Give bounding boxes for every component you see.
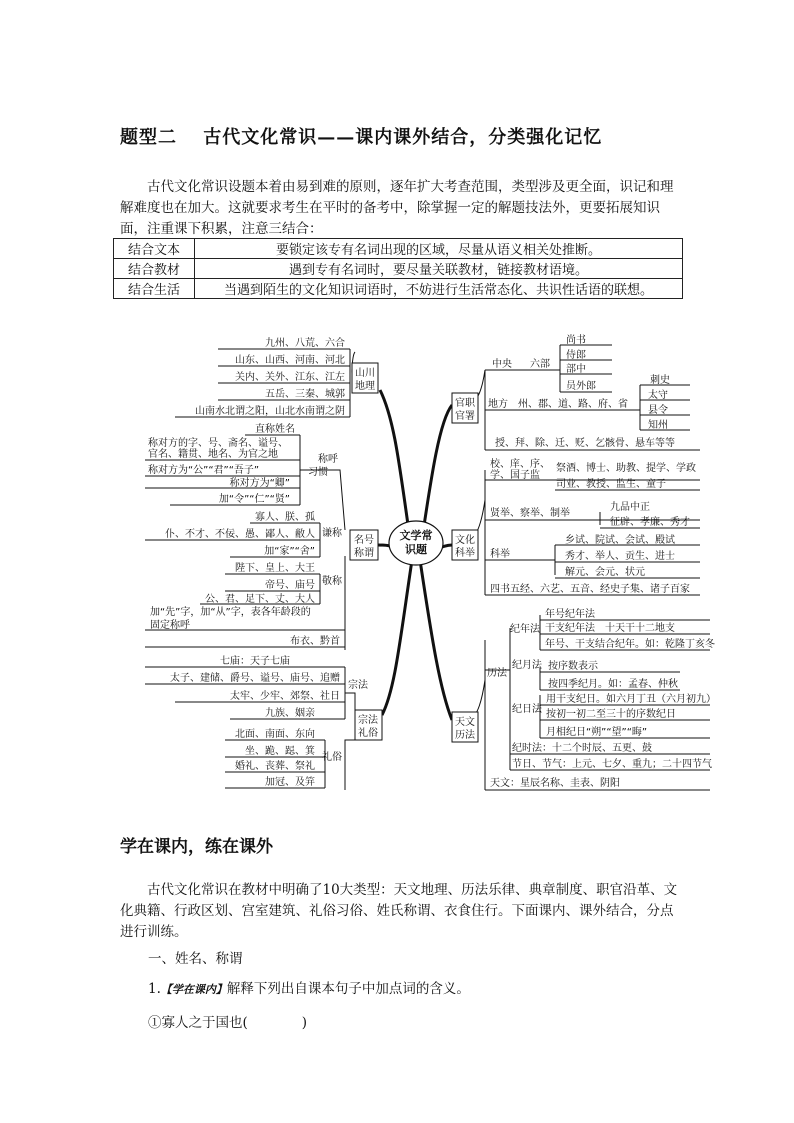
- svg-text:宗法: 宗法: [348, 680, 368, 691]
- name-habit: [148, 422, 338, 505]
- svg-text:部中: 部中: [566, 364, 586, 375]
- table-row: 结合文本 要锁定该专有名词出现的区域，尽量从语义相关处推断。: [114, 239, 683, 259]
- branch-astro: [452, 712, 478, 742]
- svg-text:纪年法: 纪年法: [510, 624, 540, 635]
- svg-text:官署: 官署: [455, 411, 475, 422]
- svg-text:州、郡、道、路、府、省: 州、郡、道、路、府、省: [518, 399, 628, 410]
- svg-text:坐、跪、跽、箕: 坐、跪、跽、箕: [245, 746, 315, 757]
- svg-text:六部: 六部: [530, 359, 550, 370]
- svg-text:九州、八荒、六合: 九州、八荒、六合: [265, 338, 345, 349]
- page-title: 题型二 古代文化常识——课内课外结合，分类强化记忆: [120, 127, 603, 148]
- svg-text:纪日法: 纪日法: [512, 704, 542, 715]
- svg-text:加冠、及笄: 加冠、及笄: [265, 777, 315, 788]
- svg-text:中央: 中央: [492, 359, 512, 370]
- intro-paragraph: 古代文化常识设题本着由易到难的原则，逐年扩大考查范围，类型涉及更全面，识记和理解难度也在加大。这就要求考生在平时的备考中，除掌握一定的解题技法外，更要拓展知识面，注重课下积累，注意三结合：: [120, 179, 674, 237]
- svg-text:帝号、庙号: 帝号、庙号: [265, 580, 315, 591]
- svg-text:五岳、三秦、城郭: 五岳、三秦、城郭: [265, 389, 345, 400]
- question-item: ①寡人之于国也( ): [148, 1015, 308, 1031]
- svg-text:节日、节气：上元、七夕、重九；二十四节气: 节日、节气：上元、七夕、重九；二十四节气: [512, 759, 712, 770]
- svg-text:贤举、察举、制举: 贤举、察举、制举: [490, 508, 570, 519]
- table-row: 结合教材 遇到专有名词时，要尽量关联教材，链接教材语境。: [114, 259, 683, 279]
- svg-text:校、庠、序、: 校、庠、序、: [490, 459, 550, 470]
- svg-text:仆、不才、不佞、愚、鄙人、敝人: 仆、不才、不佞、愚、鄙人、敝人: [165, 529, 315, 540]
- svg-text:婚礼、丧葬、祭礼: 婚礼、丧葬、祭礼: [235, 761, 315, 772]
- svg-text:九品中正: 九品中正: [610, 502, 650, 513]
- svg-text:称对方的字、号、斋名、谥号、: 称对方的字、号、斋名、谥号、: [148, 438, 288, 449]
- svg-text:授、拜、除、迁、贬、乞骸骨、悬车等等: 授、拜、除、迁、贬、乞骸骨、悬车等等: [495, 438, 675, 449]
- svg-text:太牢、少牢、郊祭、社日: 太牢、少牢、郊祭、社日: [230, 691, 340, 702]
- branch-clan: [355, 710, 382, 740]
- svg-text:历法: 历法: [455, 730, 475, 741]
- svg-text:学、国子监: 学、国子监: [490, 470, 540, 481]
- svg-text:山东、山西、河南、河北: 山东、山西、河南、河北: [235, 355, 345, 366]
- branch-edu: [452, 530, 478, 560]
- svg-text:布衣、黔首: 布衣、黔首: [290, 636, 340, 647]
- svg-text:文化: 文化: [455, 535, 475, 546]
- edu-leaves: [490, 457, 696, 595]
- clan-zongfa: [170, 654, 369, 719]
- section-title: 学在课内，练在课外: [120, 837, 273, 857]
- question-tag: 【学在课内】: [160, 983, 227, 996]
- svg-text:月相纪日“朔”“望”“晦”: 月相纪日“朔”“望”“晦”: [546, 727, 648, 738]
- svg-text:宗法: 宗法: [358, 715, 378, 726]
- svg-text:礼俗: 礼俗: [322, 752, 342, 763]
- svg-text:固定称呼: 固定称呼: [150, 620, 190, 631]
- svg-text:官名、籍贯、地名、为官之地: 官名、籍贯、地名、为官之地: [148, 449, 278, 460]
- branch-geo: [352, 363, 378, 393]
- svg-text:按初一初二至三十的序数纪日: 按初一初二至三十的序数纪日: [546, 709, 676, 720]
- svg-text:公、君、足下、丈、大人: 公、君、足下、丈、大人: [205, 594, 315, 605]
- svg-text:天文：星辰名称、圭表、阴阳: 天文：星辰名称、圭表、阴阳: [490, 778, 620, 789]
- svg-text:称对方为“卿”: 称对方为“卿”: [229, 478, 290, 489]
- svg-text:加“令”“仁”“贤”: 加“令”“仁”“贤”: [218, 494, 290, 505]
- svg-text:员外郎: 员外郎: [566, 381, 596, 392]
- svg-text:七庙：天子七庙: 七庙：天子七庙: [220, 656, 290, 667]
- svg-text:乡试、院试、会试、殿试: 乡试、院试、会试、殿试: [565, 535, 675, 546]
- svg-text:加“先”字，加“从”字，表各年龄段的: 加“先”字，加“从”字，表各年龄段的: [150, 607, 311, 618]
- svg-text:解元、会元、状元: 解元、会元、状元: [565, 567, 645, 578]
- svg-text:祭酒、博士、助教、提学、学政: 祭酒、博士、助教、提学、学政: [556, 463, 696, 474]
- svg-text:礼俗: 礼俗: [358, 728, 378, 739]
- svg-text:刺史: 刺史: [650, 375, 670, 386]
- svg-text:按序数表示: 按序数表示: [548, 661, 598, 672]
- svg-text:侍郎: 侍郎: [566, 350, 586, 361]
- svg-text:县令: 县令: [648, 405, 668, 416]
- svg-text:科举: 科举: [455, 548, 475, 559]
- svg-text:识题: 识题: [405, 543, 427, 556]
- table-row: 结合生活 当遇到陌生的文化知识词语时，不妨进行生活常态化、共识性话语的联想。: [114, 279, 683, 299]
- svg-text:陛下、皇上、大王: 陛下、皇上、大王: [235, 563, 315, 574]
- branch-name: [350, 530, 378, 560]
- svg-text:山南水北谓之阳，山北水南谓之阴: 山南水北谓之阳，山北水南谓之阴: [195, 406, 345, 417]
- svg-text:历法: 历法: [487, 668, 507, 679]
- svg-text:文学常: 文学常: [399, 529, 433, 542]
- svg-text:尚书: 尚书: [566, 335, 586, 346]
- svg-text:科举: 科举: [490, 549, 510, 560]
- svg-text:地理: 地理: [355, 381, 375, 392]
- svg-text:司业、教授、监生、童子: 司业、教授、监生、童子: [556, 479, 666, 490]
- office-leaves: [488, 333, 675, 449]
- svg-text:称呼: 称呼: [318, 454, 338, 465]
- svg-text:九族、姻亲: 九族、姻亲: [265, 708, 315, 719]
- svg-text:秀才、举人、贡生、进士: 秀才、举人、贡生、进士: [565, 551, 675, 562]
- svg-text:太守: 太守: [648, 390, 668, 401]
- svg-text:直称姓名: 直称姓名: [255, 424, 295, 435]
- svg-text:四书五经、六艺、五音、经史子集、诸子百家: 四书五经、六艺、五音、经史子集、诸子百家: [490, 584, 690, 595]
- svg-text:征辟、孝廉、秀才: 征辟、孝廉、秀才: [610, 517, 690, 528]
- subsection-heading: 一、姓名、称谓: [148, 951, 243, 967]
- svg-text:名号: 名号: [354, 535, 374, 546]
- svg-text:北面、南面、东向: 北面、南面、东向: [235, 729, 315, 740]
- svg-text:敬称: 敬称: [322, 576, 342, 587]
- name-other: [150, 605, 340, 647]
- svg-text:天文: 天文: [455, 717, 475, 728]
- section-intro: 古代文化常识在教材中明确了10大类型：天文地理、历法乐律、典章制度、职官沿革、文化典籍、行政区划、宫室建筑、礼俗习俗、姓氏称谓、衣食住行。下面课内、课外结合，分点进行训练。: [120, 882, 678, 940]
- svg-text:知州: 知州: [648, 420, 668, 431]
- svg-text:寡人、朕、孤: 寡人、朕、孤: [255, 512, 315, 523]
- svg-text:官职: 官职: [455, 398, 475, 409]
- name-humble: [165, 510, 343, 557]
- svg-text:加“家”“舍”: 加“家”“舍”: [264, 546, 315, 557]
- svg-text:山川: 山川: [355, 368, 375, 379]
- svg-text:年号、干支结合纪年。如：乾隆丁亥冬: 年号、干支结合纪年。如：乾隆丁亥冬: [545, 639, 715, 650]
- svg-text:年号纪年法: 年号纪年法: [545, 609, 595, 620]
- svg-text:纪时法：十二个时辰、五更、鼓: 纪时法：十二个时辰、五更、鼓: [512, 743, 652, 754]
- svg-text:按四季纪月。如：孟春、仲秋: 按四季纪月。如：孟春、仲秋: [548, 679, 678, 690]
- branch-office: [452, 393, 478, 423]
- geo-leaves: [195, 336, 345, 417]
- svg-text:太子、建储、爵号、谥号、庙号、追赠: 太子、建储、爵号、谥号、庙号、追赠: [170, 673, 340, 684]
- svg-text:干支纪年法 十天干十二地支: 干支纪年法 十天干十二地支: [545, 623, 675, 634]
- name-respect: [205, 561, 343, 605]
- svg-text:纪月法: 纪月法: [512, 660, 542, 671]
- question-1: 1.【学在课内】解释下列出自课本句子中加点词的含义。: [148, 981, 470, 997]
- svg-text:地方: 地方: [488, 399, 508, 410]
- center-node: [389, 521, 443, 565]
- svg-text:称谓: 称谓: [354, 548, 374, 559]
- svg-text:关内、关外、江东、江左: 关内、关外、江东、江左: [235, 372, 345, 383]
- svg-text:用干支纪日。如六月丁丑（六月初九）: 用干支纪日。如六月丁丑（六月初九）: [546, 694, 716, 705]
- svg-text:习惯: 习惯: [308, 467, 328, 478]
- svg-text:谦称: 谦称: [322, 528, 342, 539]
- svg-text:称对方为“公”“君”“吾子”: 称对方为“公”“君”“吾子”: [148, 465, 260, 476]
